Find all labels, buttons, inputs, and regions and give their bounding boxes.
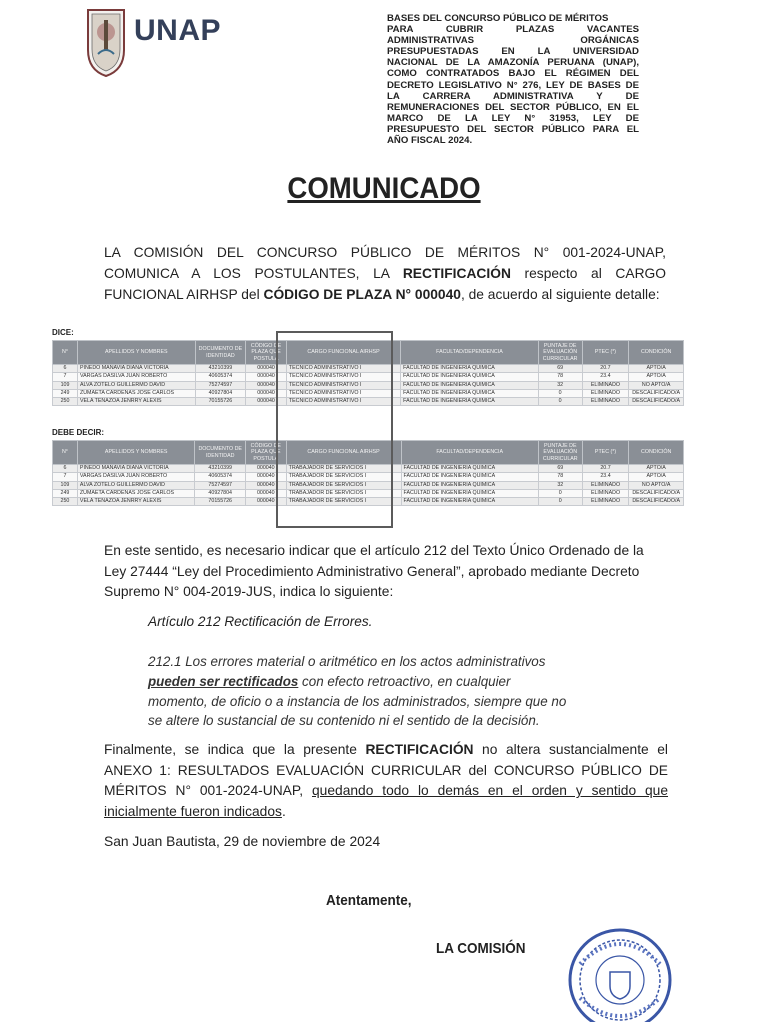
cell-score: 32 [538,481,582,489]
final-underlined: quedando todo lo demás en el orden y sentido que inicialmente fueron indicados [104,783,669,819]
commission-stamp-icon [560,924,674,1022]
cell-row-number: 6 [53,465,78,473]
cell-applicant-name: PINEDO MANAVIA DIANA VICTORIA [77,365,195,373]
cell-score: 0 [538,498,582,506]
debe-header-plaza-code: CÓDIGO DE PLAZA QUE POSTULA [246,441,287,465]
intro-bold-codigo: CÓDIGO DE PLAZA N° 000040 [263,287,461,302]
cell-score: 0 [538,398,582,406]
bases-line: PRESUPUESTADAS EN LA UNIVERSIDAD [387,46,639,58]
date-line: San Juan Bautista, 29 de noviembre de 2024 [104,834,381,849]
intro-text: LA COMISIÓN DEL CONCURSO PÚBLICO DE MÉRITOS N° 001-2024-UNAP, COMUNICA A LOS POSTULANTES, LA [104,245,666,281]
cell-ptec: 23.4 [582,373,629,381]
cell-condition: APTO/A [629,465,684,473]
dice-header-faculty: FACULTAD/DEPENDENCIA [401,341,539,365]
bases-line: PARA CUBRIR PLAZAS VACANTES [387,24,639,36]
cell-faculty: FACULTAD DE INGENIERÍA QUÍMICA [401,381,539,389]
cell-ptec: ELIMINADO [582,498,629,506]
cell-applicant-name: ZUMAETA CARDENAS JOSÉ CARLOS [77,489,195,497]
unap-seal-icon [84,6,128,78]
cell-cargo-funcional: TRABAJADOR DE SERVICIOS I [286,481,401,489]
closing: Atentamente, [326,892,412,909]
quote-text: 212.1 Los errores material o aritmético en los actos administrativos [148,654,546,669]
bases-line: NACIONAL DE LA AMAZONÍA PERUANA (UNAP), [387,57,639,69]
cell-row-number: 249 [53,389,78,397]
final-paragraph [104,740,668,822]
bases-line: PRESUPUESTO DEL SECTOR PÚBLICO PARA EL [387,123,639,135]
article-reference-paragraph: En este sentido, es necesario indicar que el artículo 212 del Texto Único Ordenado de la Ley 27444 “Ley del Procedimiento Administrativo General”, aprobado mediante Decreto Supremo N° 004-2019-JUS, indica lo siguiente: [104,543,644,599]
debe-header-applicant-name: APELLIDOS Y NOMBRES [77,441,195,465]
cell-faculty: FACULTAD DE INGENIERÍA QUÍMICA [401,473,538,481]
cell-plaza-code: 000040 [246,498,287,506]
cell-cargo-funcional: TECNICO ADMINISTRATIVO I [286,365,400,373]
debe-header-score: PUNTAJE DE EVALUACIÓN CURRICULAR [538,441,582,465]
cell-id-document: 40927804 [195,489,246,497]
cell-id-document: 40927804 [195,389,246,397]
cell-id-document: 70155726 [195,398,246,406]
bases-heading [387,13,639,146]
cell-cargo-funcional: TECNICO ADMINISTRATIVO I [286,381,400,389]
intro-text: respecto al CARGO FUNCIONAL AIRHSP del [104,266,666,302]
cell-condition: DESCALIFICADO/A [629,489,684,497]
cell-applicant-name: ALVA ZOTELO GUILLERMO DAVID [77,481,195,489]
cell-faculty: FACULTAD DE INGENIERÍA QUÍMICA [401,373,539,381]
cell-score: 69 [538,465,582,473]
cell-cargo-funcional: TRABAJADOR DE SERVICIOS I [286,473,401,481]
debe-decir-label: DEBE DECIR: [52,428,105,437]
cell-row-number: 7 [53,473,78,481]
bases-line: COMO CONTRATADOS BAJO EL RÉGIMEN DEL [387,68,639,80]
cell-id-document: 70155726 [195,498,246,506]
article-title: Artículo 212 Rectificación de Errores. [148,614,373,629]
final-bold: RECTIFICACIÓN [365,742,474,757]
cell-score: 0 [538,489,582,497]
cell-plaza-code: 000040 [246,365,287,373]
cell-cargo-funcional: TRABAJADOR DE SERVICIOS I [286,489,401,497]
cell-ptec: ELIMINADO [582,489,629,497]
debe-header-id-document: DOCUMENTO DE IDENTIDAD [195,441,246,465]
cell-id-document: 75274597 [195,381,246,389]
cell-cargo-funcional: TECNICO ADMINISTRATIVO I [286,389,400,397]
cell-ptec: ELIMINADO [582,481,629,489]
cell-plaza-code: 000040 [246,381,287,389]
debe-header-faculty: FACULTAD/DEPENDENCIA [401,441,538,465]
cell-row-number: 250 [53,398,78,406]
debe-header-condition: CONDICIÓN [629,441,684,465]
cell-cargo-funcional: TECNICO ADMINISTRATIVO I [286,373,400,381]
dice-header-ptec: PTEC (*) [582,341,629,365]
bases-line: AÑO FISCAL 2024. [387,135,473,147]
bases-line: REMUNERACIONES DEL SECTOR PÚBLICO, EN EL [387,101,639,113]
cell-applicant-name: ZUMAETA CARDENAS JOSÉ CARLOS [77,389,195,397]
quote-underlined: pueden ser rectificados [148,673,299,689]
final-text: no altera sustancialmente el ANEXO 1: RESULTADOS EVALUACIÓN CURRICULAR del CONCURSO PÚBLICO DE MÉRITOS N° 001-2024-UNAP, [104,742,668,798]
cell-row-number: 109 [53,481,78,489]
dice-label: DICE: [52,328,74,337]
page-title: COMUNICADO [287,172,481,205]
quote-text: con efecto retroactivo, en cualquier momento, de oficio o a instancia de los administrados, siempre que no se altere lo sustancial de su contenido ni el sentido de la decisión. [148,673,567,729]
dice-header-cargo-funcional: CARGO FUNCIONAL AIRHSP [286,341,400,365]
cell-score: 32 [538,381,582,389]
dice-header-condition: CONDICIÓN [629,341,684,365]
cell-condition: DESCALIFICADO/A [629,498,684,506]
bases-line: DECRETO LEGISLATIVO N° 276, LEY DE BASES DE [387,79,639,91]
cell-plaza-code: 000040 [246,481,287,489]
cell-score: 0 [538,389,582,397]
cell-faculty: FACULTAD DE INGENIERÍA QUÍMICA [401,398,539,406]
bases-line: LA CARRERA ADMINISTRATIVA Y DE [387,90,639,102]
cell-ptec: 23.4 [582,473,629,481]
dice-header-id-document: DOCUMENTO DE IDENTIDAD [195,341,246,365]
cell-applicant-name: PINEDO MANAVIA DIANA VICTORIA [77,465,195,473]
intro-text: , de acuerdo al siguiente detalle: [460,287,660,302]
cell-faculty: FACULTAD DE INGENIERÍA QUÍMICA [401,481,538,489]
cell-score: 78 [538,373,582,381]
bases-line: MARCO DE LA LEY N° 31953, LEY DE [387,112,639,124]
cell-row-number: 250 [53,498,78,506]
cell-score: 78 [538,473,582,481]
cell-id-document: 43210399 [195,465,246,473]
cell-plaza-code: 000040 [246,465,287,473]
debe-header-row-number: N° [53,441,78,465]
cell-row-number: 249 [53,489,78,497]
dice-header-row-number: N° [53,341,78,365]
cell-condition: NO APTO/A [629,381,684,389]
intro-bold-rectificacion: RECTIFICACIÓN [402,266,511,281]
cell-faculty: FACULTAD DE INGENIERÍA QUÍMICA [401,489,538,497]
cell-ptec: ELIMINADO [582,381,629,389]
dice-header-applicant-name: APELLIDOS Y NOMBRES [77,341,195,365]
cell-id-document: 75274597 [195,481,246,489]
cell-condition: APTO/A [629,365,684,373]
cell-condition: DESCALIFICADO/A [629,398,684,406]
cell-condition: APTO/A [629,473,684,481]
cell-condition: APTO/A [629,373,684,381]
cell-applicant-name: VARGAS DASILVA JUAN ROBERTO [77,373,195,381]
intro-paragraph [104,242,666,305]
cell-id-document: 43210399 [195,365,246,373]
debe-header-cargo-funcional: CARGO FUNCIONAL AIRHSP [286,441,401,465]
cell-faculty: FACULTAD DE INGENIERÍA QUÍMICA [401,498,538,506]
cell-ptec: ELIMINADO [582,389,629,397]
cell-row-number: 6 [53,365,78,373]
cell-applicant-name: VARGAS DASILVA JUAN ROBERTO [77,473,195,481]
cell-condition: NO APTO/A [629,481,684,489]
cell-faculty: FACULTAD DE INGENIERÍA QUÍMICA [401,365,539,373]
cell-applicant-name: VELA TENAZOA JENRRY ALEXIS [77,398,195,406]
cell-ptec: 20.7 [582,465,629,473]
unap-logo-text: UNAP [134,14,222,47]
cell-plaza-code: 000040 [246,489,287,497]
cell-cargo-funcional: TECNICO ADMINISTRATIVO I [286,398,400,406]
cell-plaza-code: 000040 [246,389,287,397]
dice-header-plaza-code: CÓDIGO DE PLAZA QUE POSTULA [246,341,287,365]
cell-cargo-funcional: TRABAJADOR DE SERVICIOS I [286,498,401,506]
final-text: Finalmente, se indica que la presente [104,742,366,757]
cell-row-number: 7 [53,373,78,381]
dice-header-score: PUNTAJE DE EVALUACIÓN CURRICULAR [538,341,582,365]
cargo-highlight-box [276,331,393,528]
bases-line: ADMINISTRATIVAS ORGÁNICAS [387,35,639,47]
bases-line: BASES DEL CONCURSO PÚBLICO DE MÉRITOS [387,13,609,24]
signature-commission: LA COMISIÓN [436,940,526,957]
cell-ptec: 20.7 [582,365,629,373]
cell-plaza-code: 000040 [246,398,287,406]
cell-plaza-code: 000040 [246,373,287,381]
cell-row-number: 109 [53,381,78,389]
cell-faculty: FACULTAD DE INGENIERÍA QUÍMICA [401,465,538,473]
cell-score: 69 [538,365,582,373]
cell-cargo-funcional: TRABAJADOR DE SERVICIOS I [286,465,401,473]
cell-ptec: ELIMINADO [582,398,629,406]
cell-id-document: 40605374 [195,473,246,481]
cell-applicant-name: VELA TENAZOA JENRRY ALEXIS [77,498,195,506]
cell-applicant-name: ALVA ZOTELO GUILLERMO DAVID [77,381,195,389]
final-text: . [281,803,286,819]
cell-faculty: FACULTAD DE INGENIERÍA QUÍMICA [401,389,539,397]
cell-id-document: 40605374 [195,373,246,381]
article-quote [148,652,572,731]
debe-header-ptec: PTEC (*) [582,441,629,465]
cell-condition: DESCALIFICADO/A [629,389,684,397]
cell-plaza-code: 000040 [246,473,287,481]
